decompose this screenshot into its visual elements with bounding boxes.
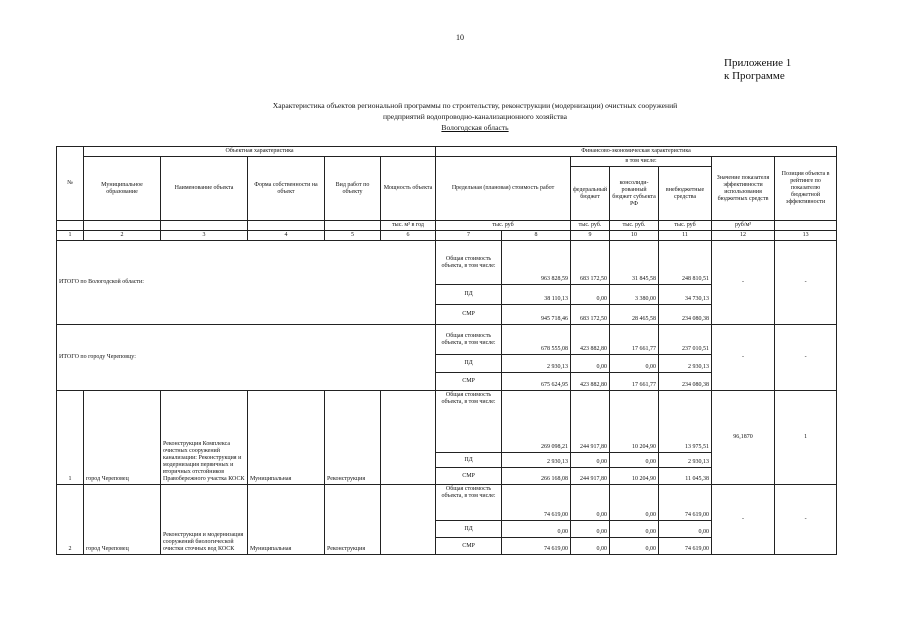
header-object-name: Наименование объекта bbox=[161, 157, 248, 221]
header-including: в том числе: bbox=[571, 157, 712, 167]
item-capacity bbox=[381, 391, 436, 485]
col-number: 1 bbox=[57, 231, 84, 241]
col-number: 9 bbox=[571, 231, 610, 241]
smr-offbudget: 11 045,38 bbox=[659, 468, 712, 485]
pd-consolidated: 0,00 bbox=[610, 355, 659, 373]
smr-consolidated: 17 661,77 bbox=[610, 373, 659, 391]
consolidated-value: 17 661,77 bbox=[610, 325, 659, 355]
table-row bbox=[57, 241, 837, 285]
total-cost-value: 963 828,59 bbox=[502, 241, 571, 285]
col-number: 12 bbox=[712, 231, 775, 241]
header-offbudget: внебюджетные средства bbox=[659, 167, 712, 221]
title-region: Вологодская область bbox=[441, 123, 509, 132]
offbudget-value: 237 010,51 bbox=[659, 325, 712, 355]
title-line-2: предприятий водопроводно-канализационного хозяйства bbox=[382, 112, 568, 121]
table-row bbox=[57, 325, 837, 355]
item-ownership: Муниципальная bbox=[248, 485, 325, 555]
pd-value: 2 930,13 bbox=[502, 355, 571, 373]
header-finance-group: Финансово-экономическая характеристика bbox=[436, 147, 837, 157]
total-cost-value: 678 555,08 bbox=[502, 325, 571, 355]
pd-federal: 0,00 bbox=[571, 355, 610, 373]
smr-federal: 0,00 bbox=[571, 538, 610, 555]
col-number: 2 bbox=[84, 231, 161, 241]
smr-offbudget: 234 080,38 bbox=[659, 305, 712, 325]
unit-rub-federal: тыс. руб. bbox=[571, 221, 610, 231]
col-number: 13 bbox=[775, 231, 837, 241]
smr-value: 266 168,08 bbox=[502, 468, 571, 485]
col-number: 6 bbox=[381, 231, 436, 241]
item-work-type: Реконструкция bbox=[325, 485, 381, 555]
rating-value: - bbox=[775, 241, 837, 325]
header-object-group: Объектная характеристика bbox=[84, 147, 436, 157]
smr-offbudget: 74 619,00 bbox=[659, 538, 712, 555]
offbudget-value: 13 975,51 bbox=[659, 391, 712, 453]
rating-value: - bbox=[775, 485, 837, 555]
consolidated-value: 0,00 bbox=[610, 485, 659, 521]
pd-label: ПД bbox=[436, 285, 502, 305]
col-number: 4 bbox=[248, 231, 325, 241]
header-federal: федеральный бюджет bbox=[571, 167, 610, 221]
smr-consolidated: 0,00 bbox=[610, 538, 659, 555]
header-rating: Позиция объекта в рейтинге по показателю бюджетной эффективности bbox=[775, 157, 837, 221]
header-capacity: Мощность объекта bbox=[381, 157, 436, 221]
item-number: 1 bbox=[57, 391, 84, 485]
pd-federal: 0,00 bbox=[571, 521, 610, 538]
offbudget-value: 248 810,51 bbox=[659, 241, 712, 285]
federal-value: 423 882,80 bbox=[571, 325, 610, 355]
pd-label: ПД bbox=[436, 453, 502, 468]
item-number: 2 bbox=[57, 485, 84, 555]
smr-label: СМР bbox=[436, 468, 502, 485]
page-number: 10 bbox=[456, 33, 464, 42]
smr-label: СМР bbox=[436, 373, 502, 391]
efficiency-value: 96,1870 bbox=[712, 391, 775, 485]
pd-label: ПД bbox=[436, 355, 502, 373]
pd-offbudget: 2 930,13 bbox=[659, 453, 712, 468]
efficiency-value: - bbox=[712, 241, 775, 325]
appendix-line-1: Приложение 1 bbox=[724, 57, 792, 69]
consolidated-value: 31 845,58 bbox=[610, 241, 659, 285]
unit-rub-consolidated: тыс. руб. bbox=[610, 221, 659, 231]
pd-value: 0,00 bbox=[502, 521, 571, 538]
table-row bbox=[57, 391, 837, 453]
pd-offbudget: 2 930,13 bbox=[659, 355, 712, 373]
header-limit-cost: Предельная (плановая) стоимость работ bbox=[436, 157, 571, 221]
smr-label: СМР bbox=[436, 305, 502, 325]
header-municipality: Муниципальное образование bbox=[84, 157, 161, 221]
pd-federal: 0,00 bbox=[571, 453, 610, 468]
unit-capacity: тыс. м³ в год bbox=[381, 221, 436, 231]
smr-federal: 244 917,80 bbox=[571, 468, 610, 485]
smr-label: СМР bbox=[436, 538, 502, 555]
header-consolidated: консолиди-рованный бюджет субъекта РФ bbox=[610, 167, 659, 221]
rating-value: - bbox=[775, 325, 837, 391]
unit-rub-cost: тыс. руб bbox=[436, 221, 571, 231]
appendix-line-2: к Программе bbox=[724, 70, 785, 82]
smr-offbudget: 234 080,38 bbox=[659, 373, 712, 391]
col-number: 5 bbox=[325, 231, 381, 241]
pd-value: 38 110,13 bbox=[502, 285, 571, 305]
item-work-type: Реконструкция bbox=[325, 391, 381, 485]
total-cost-value: 269 098,21 bbox=[502, 391, 571, 453]
smr-federal: 683 172,50 bbox=[571, 305, 610, 325]
header-work-type: Вид работ по объекту bbox=[325, 157, 381, 221]
header-no: № bbox=[57, 147, 84, 221]
pd-offbudget: 0,00 bbox=[659, 521, 712, 538]
smr-value: 945 718,46 bbox=[502, 305, 571, 325]
col-number: 7 bbox=[436, 231, 502, 241]
federal-value: 683 172,50 bbox=[571, 241, 610, 285]
pd-federal: 0,00 bbox=[571, 285, 610, 305]
table-row bbox=[57, 485, 837, 521]
item-object-name: Реконструкция и модернизация сооружений биологической очистки сточных вод КОСК bbox=[161, 485, 248, 555]
total-cost-label: Общая стоимость объекта, в том числе: bbox=[436, 241, 502, 285]
smr-consolidated: 28 465,58 bbox=[610, 305, 659, 325]
efficiency-value: - bbox=[712, 325, 775, 391]
appendix-label bbox=[724, 57, 834, 83]
total-cherepovets-label: ИТОГО по городу Череповцу: bbox=[57, 325, 436, 391]
col-number: 10 bbox=[610, 231, 659, 241]
offbudget-value: 74 619,00 bbox=[659, 485, 712, 521]
unit-efficiency: руб/м³ bbox=[712, 221, 775, 231]
document-title bbox=[150, 100, 800, 133]
item-capacity bbox=[381, 485, 436, 555]
smr-value: 74 619,00 bbox=[502, 538, 571, 555]
total-vologda-label: ИТОГО по Вологодской области: bbox=[57, 241, 436, 325]
program-table bbox=[56, 146, 837, 555]
header-ownership: Форма собственности на объект bbox=[248, 157, 325, 221]
smr-value: 675 624,95 bbox=[502, 373, 571, 391]
col-number: 11 bbox=[659, 231, 712, 241]
efficiency-value: - bbox=[712, 485, 775, 555]
header-efficiency: Значение показателя эффективности использования бюджетных средств bbox=[712, 157, 775, 221]
total-cost-label: Общая стоимость объекта, в том числе: bbox=[436, 485, 502, 521]
rating-value: 1 bbox=[775, 391, 837, 485]
total-cost-label: Общая стоимость объекта, в том числе: bbox=[436, 325, 502, 355]
item-ownership: Муниципальная bbox=[248, 391, 325, 485]
federal-value: 0,00 bbox=[571, 485, 610, 521]
total-cost-value: 74 619,00 bbox=[502, 485, 571, 521]
pd-consolidated: 0,00 bbox=[610, 453, 659, 468]
consolidated-value: 10 204,90 bbox=[610, 391, 659, 453]
title-line-1: Характеристика объектов региональной программы по строительству, реконструкции (модернизации) очистных сооружений bbox=[272, 101, 678, 110]
item-municipality: город Череповец bbox=[84, 485, 161, 555]
item-object-name: Реконструкция Комплекса очистных сооружений канализации: Реконструкция и модернизация первичных и вторичных отстойников Правобережного участка КОСК bbox=[161, 391, 248, 485]
federal-value: 244 917,80 bbox=[571, 391, 610, 453]
col-number: 3 bbox=[161, 231, 248, 241]
total-cost-label: Общая стоимость объекта, в том числе: bbox=[436, 391, 502, 453]
pd-value: 2 930,13 bbox=[502, 453, 571, 468]
item-municipality: город Череповец bbox=[84, 391, 161, 485]
pd-offbudget: 34 730,13 bbox=[659, 285, 712, 305]
pd-label: ПД bbox=[436, 521, 502, 538]
pd-consolidated: 3 380,00 bbox=[610, 285, 659, 305]
pd-consolidated: 0,00 bbox=[610, 521, 659, 538]
smr-consolidated: 10 204,90 bbox=[610, 468, 659, 485]
unit-rub-offbudget: тыс. руб bbox=[659, 221, 712, 231]
col-number: 8 bbox=[502, 231, 571, 241]
smr-federal: 423 882,80 bbox=[571, 373, 610, 391]
